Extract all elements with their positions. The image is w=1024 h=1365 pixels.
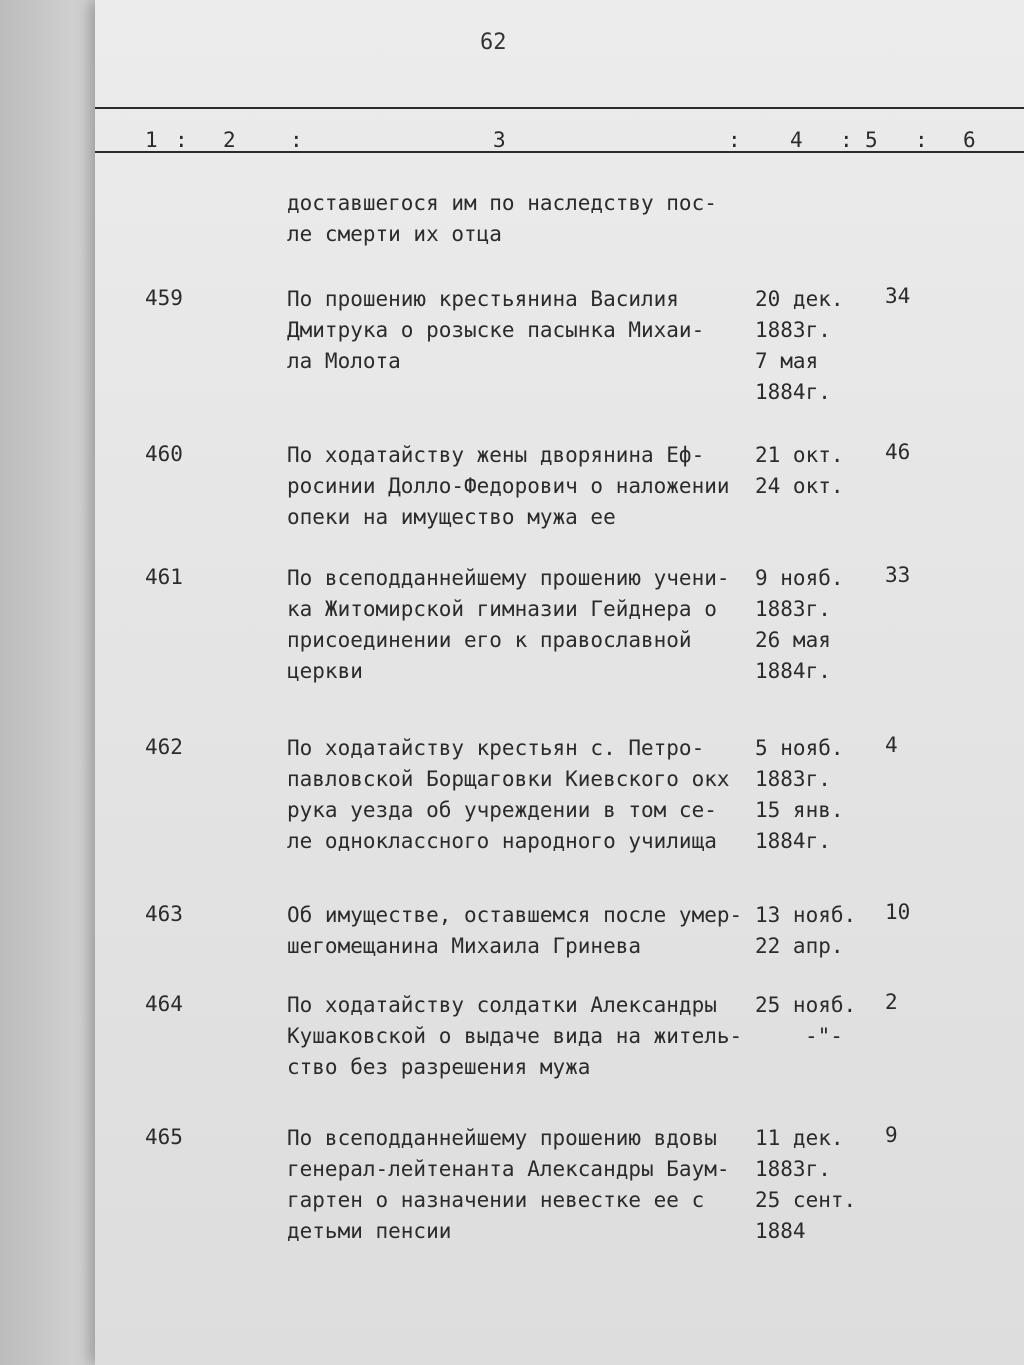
entry-dates	[755, 440, 844, 502]
entry-title-line: детьми пенсии	[287, 1219, 452, 1243]
entry-title-line: ла Молота	[287, 349, 401, 373]
entry-title	[287, 440, 730, 533]
entry-title	[287, 1123, 730, 1247]
entry-date: 11 дек.	[755, 1126, 844, 1150]
column-header-3: 3	[493, 128, 506, 152]
entry-title	[287, 188, 717, 250]
column-header-4: 4	[790, 128, 803, 152]
entry-title-line: росинии Долло-Федорович о наложении	[287, 474, 730, 498]
column-separator: :	[290, 128, 303, 152]
entry-title-line: По всеподданнейшему прошению вдовы	[287, 1126, 717, 1150]
column-header-2: 2	[223, 128, 236, 152]
entry-date: 21 окт.	[755, 443, 844, 467]
entry-title-line: По ходатайству жены дворянина Еф-	[287, 443, 705, 467]
entry-sheet-count: 34	[885, 284, 911, 308]
entry-sheet-count: 2	[885, 990, 898, 1014]
entry-dates	[755, 733, 844, 857]
entry-number: 464	[145, 992, 183, 1016]
entry-title	[287, 733, 730, 857]
entry-date: 1883г.	[755, 597, 831, 621]
entry-title-line: ле смерти их отца	[287, 222, 502, 246]
column-header-6: 6	[963, 128, 976, 152]
entry-number: 460	[145, 442, 183, 466]
entry-title-line: рука уезда об учреждении в том се-	[287, 798, 717, 822]
entry-title-line: павловской Борщаговки Киевского окх	[287, 767, 730, 791]
entry-date: 9 нояб.	[755, 566, 844, 590]
entry-date: 25 сент.	[755, 1188, 857, 1212]
entry-date: 5 нояб.	[755, 736, 844, 760]
entry-dates	[755, 990, 856, 1052]
entry-date: 22 апр.	[755, 934, 844, 958]
entry-date: 13 нояб.	[755, 903, 857, 927]
entry-number: 465	[145, 1125, 183, 1149]
entry-date: 1883г.	[755, 1157, 831, 1181]
entry-date: 1884г.	[755, 659, 831, 683]
entry-date: 1883г.	[755, 767, 831, 791]
page-number: 62	[480, 30, 507, 55]
entry-date: 24 окт.	[755, 474, 844, 498]
entry-title-line: По ходатайству солдатки Александры	[287, 993, 717, 1017]
entry-title	[287, 563, 730, 687]
entry-title-line: опеки на имущество мужа ее	[287, 505, 616, 529]
table-top-rule	[95, 107, 1024, 109]
entry-number: 459	[145, 286, 183, 310]
column-header-5: 5	[865, 128, 878, 152]
entry-number: 463	[145, 902, 183, 926]
archive-inventory-page	[95, 0, 1024, 1365]
entry-title-line: По ходатайству крестьян с. Петро-	[287, 736, 705, 760]
entry-title-line: Дмитрука о розыске пасынка Михаи-	[287, 318, 705, 342]
entry-title-line: церкви	[287, 659, 363, 683]
entry-dates	[755, 563, 844, 687]
entry-sheet-count: 33	[885, 563, 911, 587]
entry-title-line: По прошению крестьянина Василия	[287, 287, 679, 311]
entry-title-line: доставшегося им по наследству пос-	[287, 191, 717, 215]
entry-sheet-count: 4	[885, 733, 898, 757]
entry-title	[287, 284, 704, 377]
entry-title	[287, 990, 742, 1083]
entry-number: 461	[145, 565, 183, 589]
column-header-1: 1	[145, 128, 158, 152]
entry-date: 1884г.	[755, 380, 831, 404]
entry-sheet-count: 9	[885, 1123, 898, 1147]
entry-date: 26 мая	[755, 628, 831, 652]
entry-title-line: ство без разрешения мужа	[287, 1055, 591, 1079]
entry-date: 1884г.	[755, 829, 831, 853]
entry-date: 7 мая	[755, 349, 819, 373]
column-separator: :	[915, 128, 928, 152]
entry-dates	[755, 900, 856, 962]
entry-title	[287, 900, 742, 962]
column-separator: :	[175, 128, 188, 152]
entry-number: 462	[145, 735, 183, 759]
entry-date: 1883г.	[755, 318, 831, 342]
entry-title-line: генерал-лейтенанта Александры Баум-	[287, 1157, 730, 1181]
entry-title-line: ле одноклассного народного училища	[287, 829, 717, 853]
entry-date: 1884	[755, 1219, 806, 1243]
entry-title-line: Об имуществе, оставшемся после умер-	[287, 903, 743, 927]
entry-dates	[755, 284, 844, 408]
entry-sheet-count: 46	[885, 440, 911, 464]
column-separator: :	[840, 128, 853, 152]
entry-date: 15 янв.	[755, 798, 844, 822]
entry-title-line: присоединении его к православной	[287, 628, 692, 652]
entry-date: 25 нояб.	[755, 993, 857, 1017]
entry-title-line: Кушаковской о выдаче вида на житель-	[287, 1024, 743, 1048]
entry-title-line: шегомещанина Михаила Гринева	[287, 934, 642, 958]
entry-title-line: гартен о назначении невестке ее с	[287, 1188, 705, 1212]
entry-title-line: По всеподданнейшему прошению учени-	[287, 566, 730, 590]
entry-title-line: ка Житомирской гимназии Гейднера о	[287, 597, 717, 621]
column-separator: :	[728, 128, 741, 152]
entry-sheet-count: 10	[885, 900, 911, 924]
entry-date: 20 дек.	[755, 287, 844, 311]
entry-dates	[755, 1123, 856, 1247]
entry-date: -"-	[805, 1024, 843, 1048]
